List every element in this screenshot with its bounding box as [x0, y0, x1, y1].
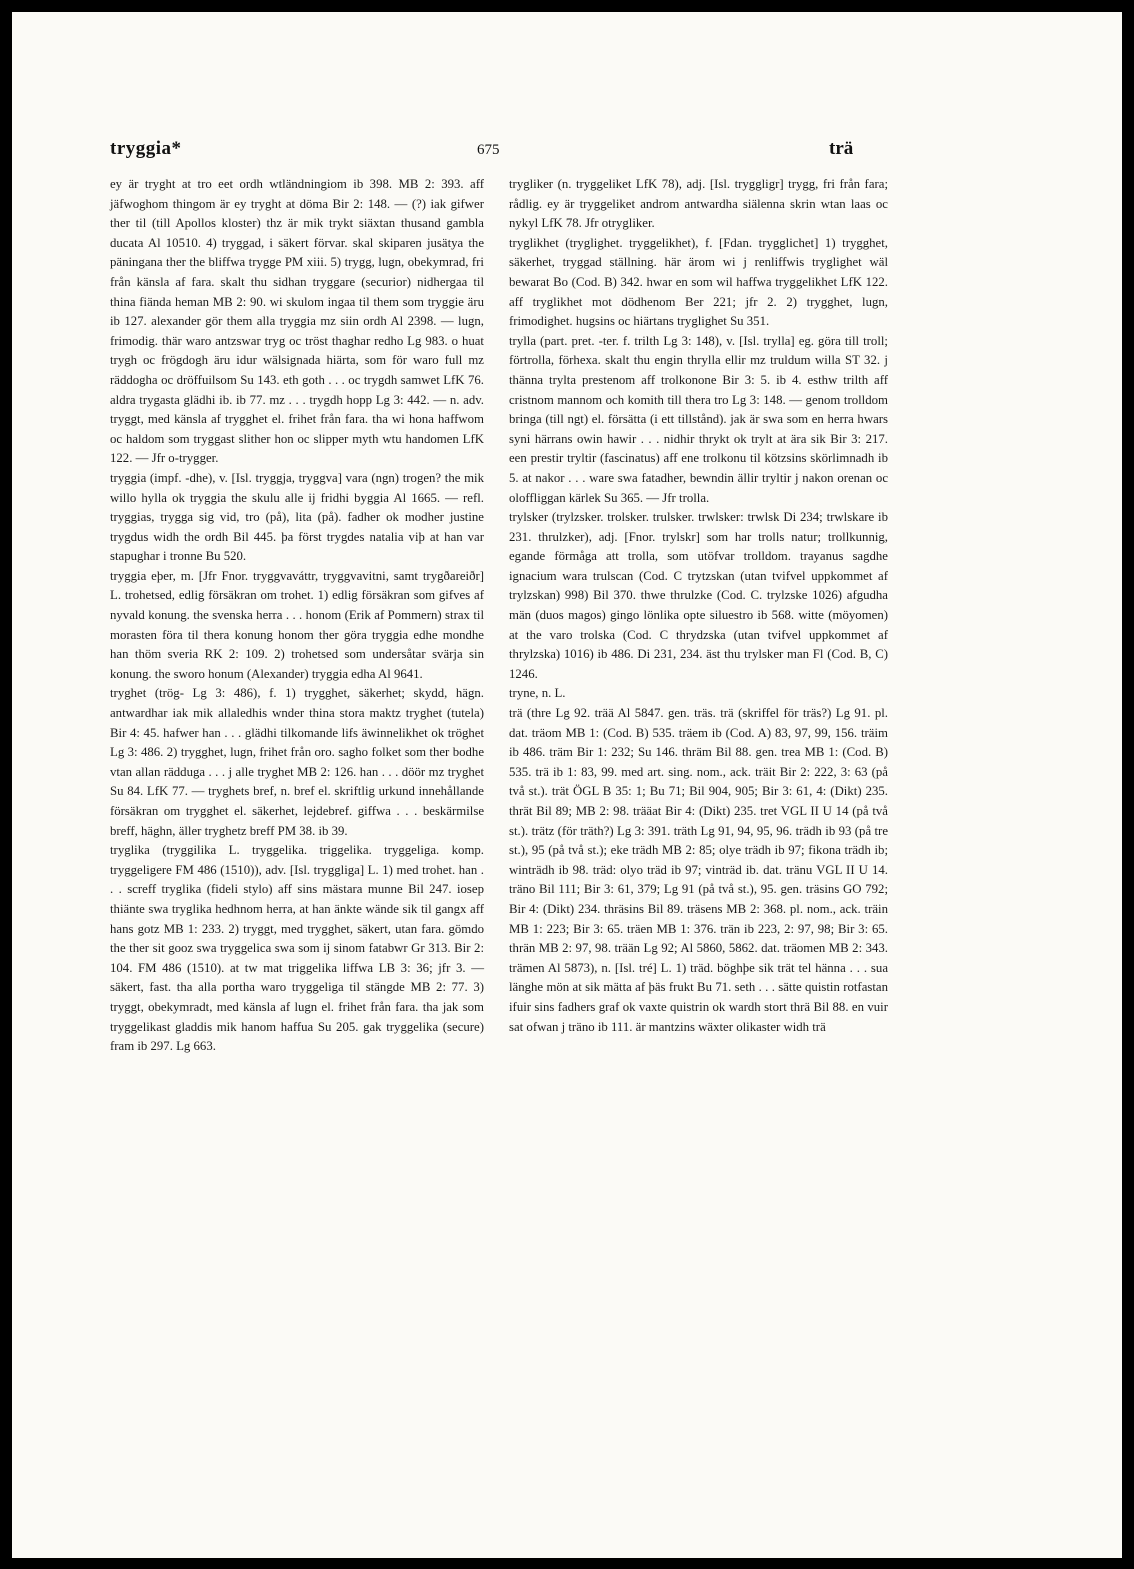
running-head-left: tryggia*: [110, 138, 182, 159]
entry-tryne: tryne, n. L.: [509, 686, 566, 701]
entry-continuation: ey är tryght at tro eet ordh wtländningiom ib 398. MB 2: 393. aff jäfwoghom thingom är ey tryght at döma Bir 2: 148. — (?) iak gifwer ther til (till Apollos kloster) thz är mik trykt siäxtan thusand gambla ducata Al 10510. 4) tryggad, i säkert förvar. skal skiparen jusätya the päningana ther the bliffwa trygge PM xiii. 5) trygg, lugn, obekymrad, fri från känsla af fara. skalt thu sidhan tryggare (securior) nidhergaa til thina fiända heman MB 2: 90. wi skulom ingaa til them som tryggie äru ib 127. alexander gör them alla tryggia mz siin ordh Al 2398. — lugn, frimodig. thär waro antzswar tryg oc tröst thaghar redho Lg 983. o huat trygh oc frögdogh äru idur wälsignada hiärta, som för waro full mz räddogha oc dröffuilsom Su 143. eth goth . . . oc trygdh samwet LfK 76. aldra trygasta glädhi ib. ib 77. mz . . . trygdh hopp Lg 3: 442. — n. adv. tryggt, med känsla af trygghet el. frihet från fara. tha wi hona haffwom oc haldom som tryggast slither hon oc slipper myth wtu handomen LfK 122. — Jfr o-trygger.: [110, 177, 484, 466]
left-column: [110, 175, 484, 1057]
entry-trygliker: trygliker (n. tryggeliket LfK 78), adj. [Isl. tryggligr] trygg, fri från fara; rådlig. ey är tryggeliket androm antwardha siälenna skrin wtan laas oc nykyl LfK 78. Jfr otrygliker.: [509, 177, 888, 231]
right-column: [509, 175, 888, 1037]
dictionary-page: [12, 12, 1122, 1558]
entry-tra: trä (thre Lg 92. trää Al 5847. gen. träs. trä (skriffel för träs?) Lg 91. pl. dat. träom MB 1: (Cod. B) 535. träem ib (Cod. A) 83, 97, 99, 156. träim ib 486. träm Bir 1: 232; Su 146. thräm Bil 88. gen. trea MB 1: (Cod. B) 535. trä ib 1: 83, 99. med art. sing. nom., ack. träit Bir 2: 222, 3: 63 (på två st.). trät ÖGL B 35: 1; Bu 71; Bil 904, 905; Bir 3: 61, 4: (Dikt) 235. thrät Bil 89; MB 2: 98. trääat Bir 4: (Dikt) 235. tret VGL II U 14 (på två st.). trätz (för träth?) Lg 3: 391. träth Lg 91, 94, 95, 96. trädh ib 93 (på tre st.), 95 (på två st.); eke trädh MB 2: 85; olye trädh ib 97; fikona trädh ib; winträdh ib 98. träd: olyo träd ib 97; vinträd ib. dat. tränu VGL II U 14. träno Bil 111; Bir 3: 61, 379; Lg 91 (på två st.), 95. gen. träsins GO 792; Bir 4: (Dikt) 234. thräsins Bil 89. träsens MB 2: 368. pl. nom., ack. träin MB 1: 223; Bir 3: 65. träen MB 1: 376. trän ib 223, 2: 97, 98; Bir 3: 65. thrän MB 2: 97, 98. trään Lg 92; Al 5860, 5862. dat. träomen MB 2: 343. trämen Al 5873), n. [Isl. tré] L. 1) träd. böghþe sik trät tel hänna . . . sua länghe mön at sik mätta af þäs frukt Bu 71. seth . . . sätte quistin rotfastan ifuir sins fadhers graf ok vaxte quistrin ok wardh stort thrä Bil 88. en vuir sat ofwan j träno ib 111. är mantzins wäxter olikaster widh trä: [509, 706, 888, 1034]
entry-trylla: trylla (part. pret. -ter. f. trilth Lg 3: 148), v. [Isl. trylla] eg. göra till troll; förtrolla, förhexa. skalt thu engin thrylla ellir mz truldum willa ST 32. j thänna trylta prestenom aff trolkonone Bir 3: 5. ib 4. esthw trilth aff cristnom mannom och komith till thera tro Lg 3: 148. — genom trolldom bringa (till ngt) el. försätta (i ett tillstånd). jak är swa som en herra hwars syni härrans owin hawir . . . nidhir thrykt ok trylt at ära sik Bir 3: 217. een prestir tryltir (fascinatus) aff ene trolkonu til kötzsins skörlimnadh ib 5. at nakor . . . ware swa fatadher, bewndin ällir tryltir j nakon orenan oc oloffliggan kärlek Su 365. — Jfr trolla.: [509, 333, 888, 505]
entry-trylsker: trylsker (trylzsker. trolsker. trulsker. trwlsker: trwlsk Di 234; trwlskare ib 231. thrulzker), adj. [Fnor. trylskr] som har trolls natur; trollkunnig, egande förmåga att trolla, som utöfvar trolldom. trayanus sagdhe ignacium wara trulscan (Cod. C trytzskan (utan tvifvel uppkommet af trylzskan) 998) Bil 370. thwe thrulzke (Cod. C. trylzske 1026) afgudha män (duos magos) gingo lönlika opte siluestro ib 568. witte (möyomen) at the varo trolska (Cod. C thrydzska (utan tvifvel uppkommet af thrylzska) 1016) ib 486. Di 231, 234. äst thu trylsker man Fl (Cod. B, C) 1246.: [509, 510, 888, 681]
entry-tryghet: tryghet (trög- Lg 3: 486), f. 1) trygghet, säkerhet; skydd, hägn. antwardhar iak mik allaledhis wnder thina stora maktz tryghet (tutela) Bir 4: 45. hafwer han . . . glädhi tilkomande lifs äwinnelikhet ok tröghet Lg 3: 486. 2) trygghet, lugn, frihet från oro. sagho folket som ther bodhe vtan allan rädduga . . . j alle tryghet MB 2: 126. han . . . döör mz tryghet Su 84. LfK 77. — tryghets bref, n. bref el. skriftlig urkund innehållande försäkran om trygghet el. säkerhet, lejdebref. giffwa . . . beskärmilse breff, häghn, äller tryghetz breff PM 38. ib 39.: [110, 686, 484, 838]
entry-tryglika: tryglika (tryggilika L. tryggelika. triggelika. tryggeliga. komp. tryggeligere FM 486 (1510)), adv. [Isl. tryggliga] L. 1) med trohet. han . . . screff tryglika (fideli stylo) aff sins mästara munne Bil 247. iosep thiänte swa tryglika hedhnom herra, at han änkte wände sik til gangx aff hans gotz MB 1: 233. 2) tryggt, med trygghet, säkert, utan fara. gömdo the ther sit gooz swa tryggelica swa som ij sinom fatabwr Gr 313. Bir 2: 104. FM 486 (1510). at tw mat triggelika liffwa LB 3: 36; jfr 3. — säkert, fast. tha alla portha waro tryggeliga til stängde MB 2: 77. 3) tryggt, obekymradt, med känsla af lugn el. frihet från fara. tha jak som tryggelikast gladdis mik hanom haffua Su 205. gak tryggelika (secure) fram ib 297. Lg 663.: [110, 843, 484, 1054]
entry-tryglikhet: tryglikhet (tryglighet. tryggelikhet), f. [Fdan. trygglichet] 1) trygghet, säkerhet, tryggad ställning. här ärom wi j renliffwis tryglighet wäl bewarat Bo (Cod. B) 342. hwar en som wil haffwa tryggelikhet LfK 122. aff tryglikhet mot dödhenom Ber 221; jfr 2. 2) trygghet, lugn, frimodighet. hugsins oc hiärtans tryglighet Su 351.: [509, 235, 888, 329]
entry-tryggia-eper: tryggia eþer, m. [Jfr Fnor. tryggvaváttr, tryggvavitni, samt trygðareiðr] L. trohetsed, edlig försäkran om trohet. 1) edlig försäkran som gifves af nyvald konung. the svenska herra . . . honom (Erik af Pommern) strax til morasten föra til thera konung honom ther göra tryggia edhe mondhe han thöm sveria RK 2: 109. 2) trohetsed som undersåtar svärja sin konung. the sworo honum (Alexander) tryggia edha Al 9641.: [110, 568, 484, 681]
entry-tryggia: tryggia (impf. -dhe), v. [Isl. tryggja, tryggva] vara (ngn) trogen? the mik willo hylla ok tryggia the skulu alle ij fridhi byggia Al 1665. — refl. tryggias, trygga sig vid, tro (på), lita (på). fadher ok modher justine trygdus widh the ordh Bil 445. þa först trygdes natalia viþ at han var stapughar i tronne Bu 520.: [110, 470, 484, 564]
page-number: 675: [477, 142, 500, 158]
running-head-right: trä: [829, 138, 854, 159]
